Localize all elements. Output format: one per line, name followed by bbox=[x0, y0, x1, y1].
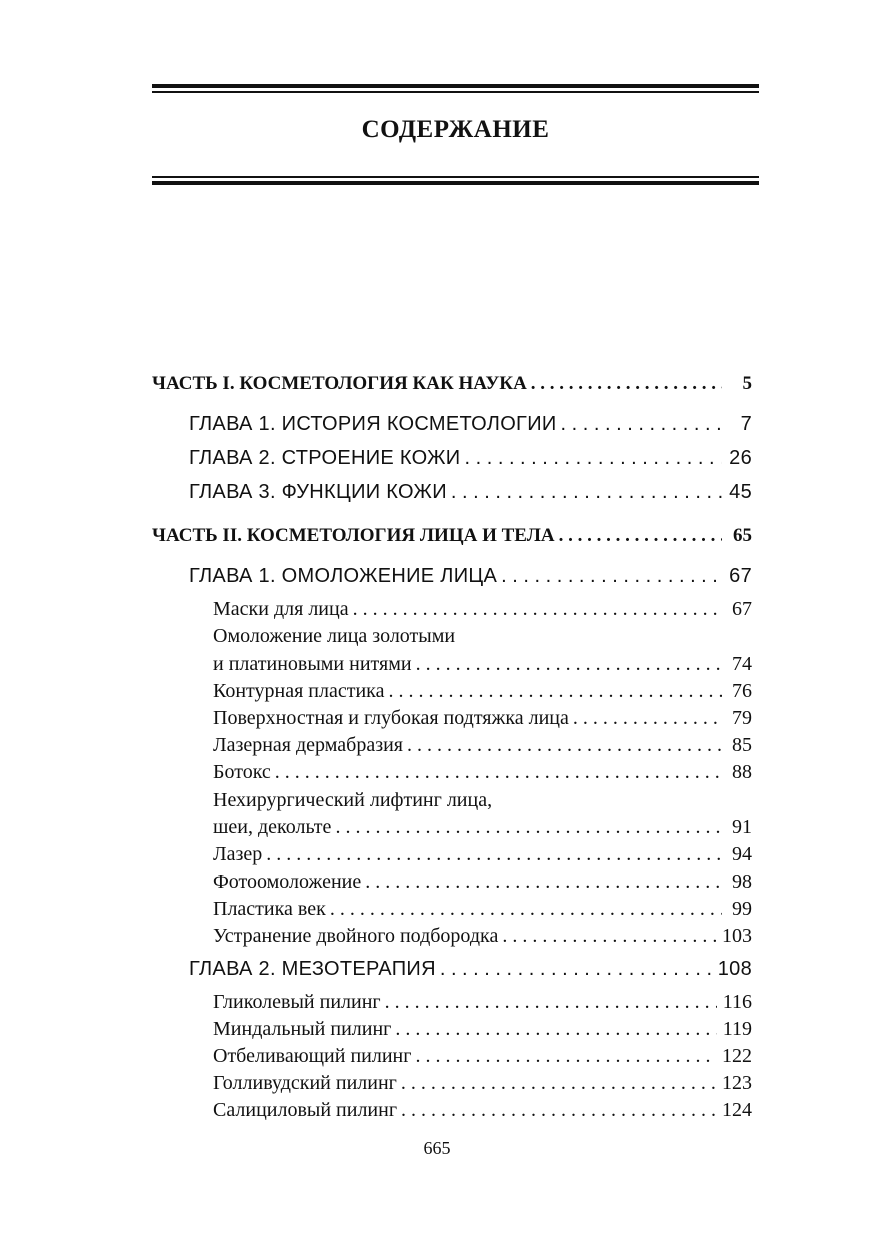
toc-entry-title: Голливудский пилинг bbox=[213, 1072, 397, 1094]
toc-leader-dots bbox=[395, 1018, 716, 1041]
top-double-rule bbox=[152, 84, 759, 93]
toc-entry-section-line-1[interactable]: Нехирургический лифтинг лица, bbox=[213, 789, 493, 811]
toc-entry-section[interactable] bbox=[213, 1072, 752, 1095]
toc-entry-page: 67 bbox=[729, 565, 752, 587]
toc-entry-page: 108 bbox=[717, 958, 752, 980]
toc-entry-title: Пластика век bbox=[213, 898, 326, 920]
toc-leader-dots bbox=[415, 1045, 716, 1068]
toc-entry-title: Миндальный пилинг bbox=[213, 1018, 392, 1040]
toc-leader-dots bbox=[573, 707, 722, 730]
toc-entry-title: Салициловый пилинг bbox=[213, 1099, 398, 1121]
toc-entry-title: шеи, декольте bbox=[213, 816, 332, 838]
toc-entry-page: 124 bbox=[722, 1099, 752, 1121]
toc-leader-dots bbox=[440, 958, 712, 981]
toc-leader-dots bbox=[365, 871, 722, 894]
toc-entry-section[interactable] bbox=[213, 991, 752, 1014]
toc-entry-title: ГЛАВА 1. ИСТОРИЯ КОСМЕТОЛОГИИ bbox=[189, 413, 557, 435]
toc-entry-page: 119 bbox=[722, 1018, 752, 1040]
toc-entry-page: 123 bbox=[722, 1072, 752, 1094]
toc-leader-dots bbox=[501, 565, 722, 588]
toc-entry-title: и платиновыми нитями bbox=[213, 653, 412, 675]
toc-entry-title: ГЛАВА 2. СТРОЕНИЕ КОЖИ bbox=[189, 447, 461, 469]
toc-entry-page: 91 bbox=[732, 816, 752, 838]
toc-entry-page: 85 bbox=[732, 734, 752, 756]
page-heading: СОДЕРЖАНИЕ bbox=[361, 116, 550, 143]
toc-entry-page: 67 bbox=[732, 598, 752, 620]
toc-entry-chapter[interactable] bbox=[189, 413, 752, 436]
toc-entry-page: 98 bbox=[732, 871, 752, 893]
toc-entry-title: Лазер bbox=[213, 843, 263, 865]
toc-leader-dots bbox=[416, 653, 722, 676]
toc-entry-title: Отбеливающий пилинг bbox=[213, 1045, 412, 1067]
toc-leader-dots bbox=[401, 1099, 716, 1122]
toc-entry-part-1[interactable] bbox=[152, 373, 752, 395]
toc-entry-page: 88 bbox=[732, 761, 752, 783]
toc-leader-dots bbox=[559, 525, 722, 547]
toc-leader-dots bbox=[451, 481, 722, 504]
toc-entry-page: 76 bbox=[732, 680, 752, 702]
toc-entry-chapter[interactable] bbox=[189, 565, 752, 588]
toc-entry-title: ГЛАВА 2. МЕЗОТЕРАПИЯ bbox=[189, 958, 436, 980]
toc-entry-title: Маски для лица bbox=[213, 598, 349, 620]
toc-entry-page: 65 bbox=[733, 525, 752, 546]
toc-entry-page: 99 bbox=[732, 898, 752, 920]
toc-leader-dots bbox=[401, 1072, 716, 1095]
toc-leader-dots bbox=[561, 413, 722, 436]
toc-entry-chapter[interactable] bbox=[189, 958, 752, 981]
toc-entry-page: 5 bbox=[742, 373, 752, 394]
toc-entry-chapter[interactable] bbox=[189, 447, 752, 470]
toc-entry-section[interactable] bbox=[213, 816, 752, 839]
toc-entry-chapter[interactable] bbox=[189, 481, 752, 504]
toc-entry-title: ГЛАВА 1. ОМОЛОЖЕНИЕ ЛИЦА bbox=[189, 565, 498, 587]
toc-entry-section[interactable] bbox=[213, 761, 752, 784]
toc-leader-dots bbox=[385, 991, 717, 1014]
toc-leader-dots bbox=[407, 734, 722, 757]
toc-entry-title: Устранение двойного подбородка bbox=[213, 925, 499, 947]
toc-entry-title: ЧАСТЬ I. КОСМЕТОЛОГИЯ КАК НАУКА bbox=[152, 373, 527, 394]
bottom-double-rule bbox=[152, 176, 759, 185]
toc-entry-title: ГЛАВА 3. ФУНКЦИИ КОЖИ bbox=[189, 481, 447, 503]
toc-entry-page: 122 bbox=[722, 1045, 752, 1067]
toc-entry-section-line-1[interactable]: Омоложение лица золотыми bbox=[213, 625, 456, 647]
page-number: 665 bbox=[423, 1138, 451, 1158]
toc-entry-title: Контурная пластика bbox=[213, 680, 385, 702]
toc-entry-section[interactable] bbox=[213, 1045, 752, 1068]
toc-entry-section[interactable] bbox=[213, 734, 752, 757]
toc-entry-page: 26 bbox=[729, 447, 752, 469]
toc-entry-section[interactable] bbox=[213, 598, 752, 621]
toc-leader-dots bbox=[388, 680, 722, 703]
toc-entry-section[interactable] bbox=[213, 1099, 752, 1122]
toc-entry-page: 45 bbox=[729, 481, 752, 503]
toc-entry-page: 7 bbox=[740, 413, 752, 435]
toc-leader-dots bbox=[464, 447, 722, 470]
toc-entry-title: Гликолевый пилинг bbox=[213, 991, 381, 1013]
toc-entry-section[interactable] bbox=[213, 707, 752, 730]
toc-entry-title: Лазерная дермабразия bbox=[213, 734, 403, 756]
toc-entry-title: Ботокс bbox=[213, 761, 271, 783]
toc-entry-page: 103 bbox=[722, 925, 752, 947]
toc-entry-section[interactable] bbox=[213, 925, 752, 948]
toc-entry-section[interactable] bbox=[213, 843, 752, 866]
toc-entry-title: Поверхностная и глубокая подтяжка лица bbox=[213, 707, 569, 729]
toc-entry-title: ЧАСТЬ II. КОСМЕТОЛОГИЯ ЛИЦА И ТЕЛА bbox=[152, 525, 555, 546]
toc-entry-page: 79 bbox=[732, 707, 752, 729]
toc-leader-dots bbox=[266, 843, 722, 866]
toc-entry-section[interactable] bbox=[213, 653, 752, 676]
toc-entry-section[interactable] bbox=[213, 871, 752, 894]
toc-leader-dots bbox=[335, 816, 722, 839]
toc-entry-section[interactable] bbox=[213, 898, 752, 921]
toc-entry-title: Фотоомоложение bbox=[213, 871, 362, 893]
toc-entry-page: 74 bbox=[732, 653, 752, 675]
toc-leader-dots bbox=[353, 598, 722, 621]
toc-entry-page: 116 bbox=[722, 991, 752, 1013]
toc-entry-page: 94 bbox=[732, 843, 752, 865]
toc-leader-dots bbox=[531, 373, 722, 395]
toc-entry-section[interactable] bbox=[213, 1018, 752, 1041]
toc-entry-part-2[interactable] bbox=[152, 525, 752, 547]
toc-leader-dots bbox=[275, 761, 722, 784]
toc-leader-dots bbox=[330, 898, 722, 921]
toc-entry-section[interactable] bbox=[213, 680, 752, 703]
toc-leader-dots bbox=[502, 925, 716, 948]
